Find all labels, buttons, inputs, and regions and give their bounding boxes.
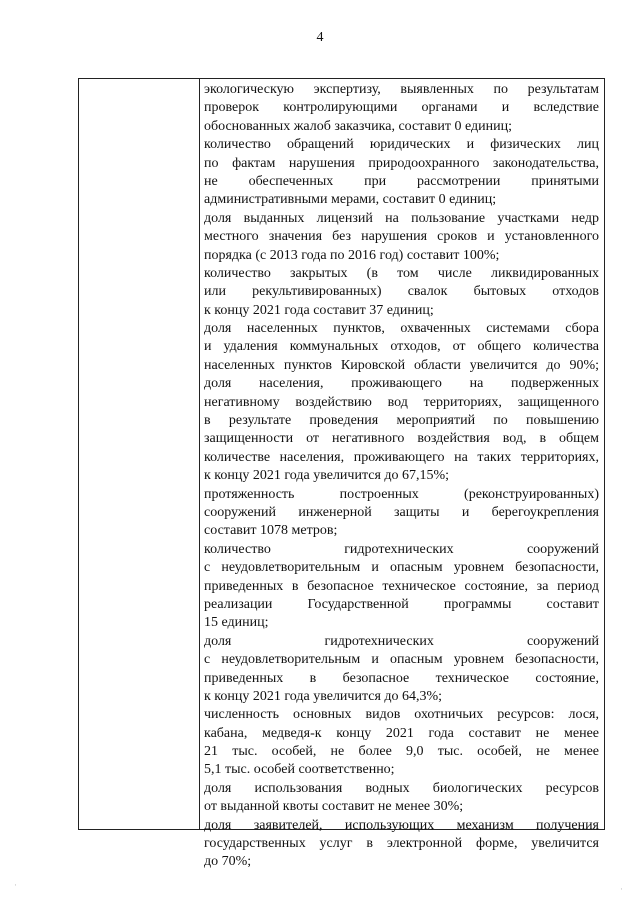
text-line: составит 1078 метров; — [204, 523, 338, 539]
text-line: количество закрытых (в том числе ликвидированных — [204, 265, 599, 281]
text-line: протяженность построенных (реконструированных) — [204, 486, 599, 502]
text-line: обоснованных жалоб заказчика, составит 0 единиц; — [204, 118, 512, 134]
text-line: доля населенных пунктов, охваченных системами сбора — [204, 321, 599, 337]
text-line: к концу 2021 года увеличится до 67,15%; — [204, 468, 450, 484]
text-line: и удаления коммунальных отходов, от общего количества — [204, 339, 599, 355]
text-line: государственных услуг в электронной форме, увеличится — [204, 836, 599, 852]
text-line: негативному воздействию вод территориях, защищенного — [204, 394, 599, 410]
text-line: не обеспеченных при рассмотрении принятыми — [204, 173, 599, 189]
text-line: доля гидротехнических сооружений — [204, 633, 599, 649]
text-line: до 70%; — [204, 854, 252, 870]
text-line: численность основных видов охотничьих ресурсов: лося, — [204, 707, 599, 723]
text-line: доля населения, проживающего на подверженных — [204, 376, 599, 392]
text-line: с неудовлетворительным и опасным уровнем безопасности, — [204, 652, 599, 668]
text-line: защищенности от негативного воздействия вод, в общем — [204, 431, 599, 447]
text-line: приведенных в безопасное техническое состояние, — [204, 670, 599, 686]
page-number: 4 — [316, 30, 324, 45]
text-line: по фактам нарушения природоохранного законодательства, — [204, 155, 599, 171]
scan-noise-mark: · — [620, 884, 623, 894]
text-line: количестве населения, проживающего на таких территориях, — [204, 449, 599, 465]
text-line: административными мерами, составит 0 единиц; — [204, 192, 497, 208]
text-line: с неудовлетворительным и опасным уровнем безопасности, — [204, 560, 599, 576]
text-line: экологическую экспертизу, выявленных по результатам — [204, 82, 599, 97]
text-line: населенных пунктов Кировской области увеличится до 90%; — [204, 357, 599, 373]
text-line: доля заявителей, использующих механизм получения — [204, 817, 599, 833]
text-line: приведенных в безопасное техническое состояние, за период — [204, 578, 599, 594]
scan-noise-mark: · — [14, 880, 17, 890]
text-line: местного значения без нарушения сроков и установленного — [204, 229, 599, 245]
text-line: от выданной квоты составит не менее 30%; — [204, 799, 464, 815]
text-line: к концу 2021 года увеличится до 64,3%; — [204, 688, 443, 704]
text-line: порядка (с 2013 года по 2016 год) составит 100%; — [204, 247, 500, 263]
text-line: проверок контролирующими органами и вследствие — [204, 100, 599, 116]
text-line: доля выданных лицензий на пользование участками недр — [204, 210, 599, 226]
text-line: количество обращений юридических и физических лиц — [204, 137, 599, 153]
text-line: доля использования водных биологических ресурсов — [204, 780, 599, 796]
text-line: сооружений инженерной защиты и берегоукрепления — [204, 504, 599, 520]
text-line: реализации Государственной программы составит — [204, 596, 599, 612]
text-line: 5,1 тыс. особей соответственно; — [204, 762, 395, 778]
text-line: кабана, медведя-к концу 2021 года составит не менее — [204, 725, 599, 741]
text-line: 21 тыс. особей, не более 9,0 тыс. особей, не менее — [204, 744, 599, 760]
indicators-text-column — [204, 81, 599, 872]
text-line: в результате проведения мероприятий по повышению — [204, 413, 599, 429]
text-line: или рекультивированных) свалок бытовых отходов — [204, 284, 599, 300]
indicators-table — [78, 78, 605, 870]
text-line: к концу 2021 года составит 37 единиц; — [204, 302, 434, 318]
text-line: количество гидротехнических сооружений — [204, 541, 599, 557]
table-left-column — [79, 79, 200, 829]
text-line: 15 единиц; — [204, 615, 269, 631]
